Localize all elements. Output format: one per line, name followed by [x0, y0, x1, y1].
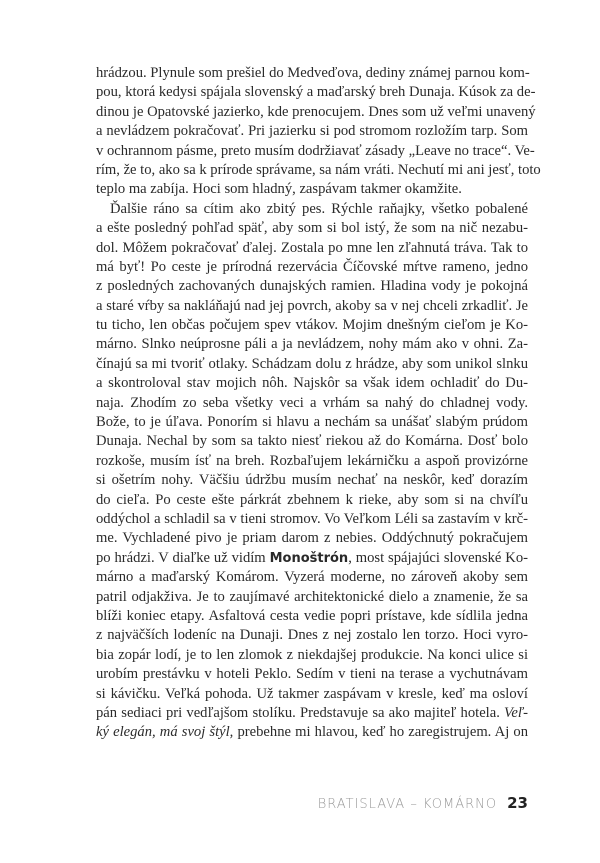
text-line: má byť! Po ceste je prírodná rezervácia Číčovské mŕtve rameno, jedno — [96, 258, 528, 275]
text-line: me. Vychladené pivo je priam darom z nebies. Oddýchnutý pokračujem — [96, 530, 528, 547]
text-line: a ešte posledný pohľad späť, aby som si bol istý, že som na nič nezabu- — [96, 220, 528, 237]
running-title: BRATISLAVA – KOMÁRNO — [317, 797, 498, 812]
text-line — [96, 549, 528, 568]
text-line: rozkoše, musím ísť na breh. Rozbaľujem lekárničku a aspoň provizórne — [96, 452, 528, 469]
text-line: si ošetrím nohy. Väčšiu údržbu musím nechať na neskôr, keď dorazím — [96, 472, 528, 489]
text-line: blíži koniec etapy. Asfaltová cesta vedie popri prístave, kde sídlila jedna — [96, 607, 528, 624]
text-line: z najväčších lodeníc na Dunaji. Dnes z nej zostalo len torzo. Hoci vyro- — [96, 627, 528, 644]
text-line: si kávičku. Veľká pohoda. Už takmer zaspávam v kresle, keď ma osloví — [96, 685, 528, 702]
text-segment: pán sediaci pri vedľajšom stolíku. Predstavuje sa ako majiteľ hotela. — [96, 704, 505, 721]
body-text — [96, 64, 541, 743]
text-line: dol. Môžem pokračovať ďalej. Zostala po mne len zľahnutá tráva. Tak to — [96, 239, 528, 256]
text-line: naja. Zhodím zo seba všetky veci a vrhám sa nahý do chladnej vody. — [96, 394, 528, 411]
text-line — [96, 704, 528, 723]
text-line: patril odjakživa. Je to zaujímavé architektonické dielo a znamenie, že sa — [96, 588, 528, 605]
text-line: urobím prestávku v hoteli Peklo. Sedím v tieni na terase a vychutnávam — [96, 666, 528, 683]
text-line: a nevládzem pokračovať. Pri jazierku si pod stromom rozložím tarp. Som — [96, 123, 528, 140]
text-line: Bože, to je úľava. Ponorím si hlavu a nechám sa unášať slabým prúdom — [96, 414, 528, 431]
text-segment: po hrádzi. V diaľke už vidím — [96, 549, 270, 566]
text-line: v ochrannom pásme, preto musím dodržiavať zásady „Leave no trace“. Ve- — [96, 142, 535, 159]
text-line: Dunaja. Nechal by som sa takto niesť riekou až do Komárna. Dosť bolo — [96, 433, 528, 450]
text-line: hrádzou. Plynule som prešiel do Medveďova, dediny známej parnou kom- — [96, 65, 530, 81]
text-line: oddýchol a schladil sa v tieni stromov. Vo Veľkom Léli sa zastavím v krč- — [96, 510, 528, 527]
text-line: a staré vŕby sa nakláňajú nad jej povrch, akoby sa v nej chceli zrkadliť. Je — [96, 297, 528, 314]
text-line: teplo ma zabíja. Hoci som hladný, zaspávam takmer okamžite. — [96, 181, 462, 198]
text-line: pou, ktorá kedysi spájala slovenský a maďarský breh Dunaja. Kúsok za de- — [96, 84, 536, 101]
italic-thought: Veľ- — [504, 704, 528, 721]
text-line: dinou je Opatovské jazierko, kde prenocujem. Dnes som už veľmi unavený — [96, 103, 536, 120]
text-line: bia zopár lodí, je to len zlomok z niekdajšej produkcie. Na konci ulice si — [96, 646, 528, 663]
text-line: do cieľa. Po ceste ešte párkrát zbehnem k rieke, aby som si na chvíľu — [96, 491, 528, 508]
text-line: čínajú sa mi tvoriť otlaky. Schádzam dolu z hrádze, aby som unikol slnku — [96, 355, 528, 372]
text-line: Ďalšie ráno sa cítim ako zbitý pes. Rýchle raňajky, všetko pobalené — [110, 200, 528, 217]
text-line: rím, že to, ako sa k prírode správame, sa nám vráti. Nechutí mi ani jesť, toto — [96, 161, 541, 178]
text-line: márno a maďarský Komárom. Vyzerá moderne, no zároveň akoby sem — [96, 569, 528, 586]
bridge-name: Monoštrón — [269, 550, 349, 566]
page-footer — [318, 794, 528, 812]
page-number: 23 — [507, 794, 528, 812]
text-line: tu ticho, len občas počujem spev vtákov. Mojim dnešným cieľom je Ko- — [96, 317, 528, 334]
text-segment: prebehne mi hlavou, keď ho zaregistrujem. Aj on — [233, 724, 528, 741]
text-line — [96, 723, 528, 742]
text-segment: , most spájajúci slovenské Ko- — [348, 549, 529, 566]
italic-thought: ký elegán, má svoj štýl, — [96, 724, 234, 741]
text-line: z posledných zachovaných dunajských ramien. Hladina vody je pokojná — [96, 278, 528, 295]
text-line: márno. Slnko neúprosne páli a ja nevládzem, nohy mám ako v ohni. Za- — [96, 336, 528, 353]
text-line: a skontroloval stav mojich nôh. Najskôr sa však idem ochladiť do Du- — [96, 375, 528, 392]
